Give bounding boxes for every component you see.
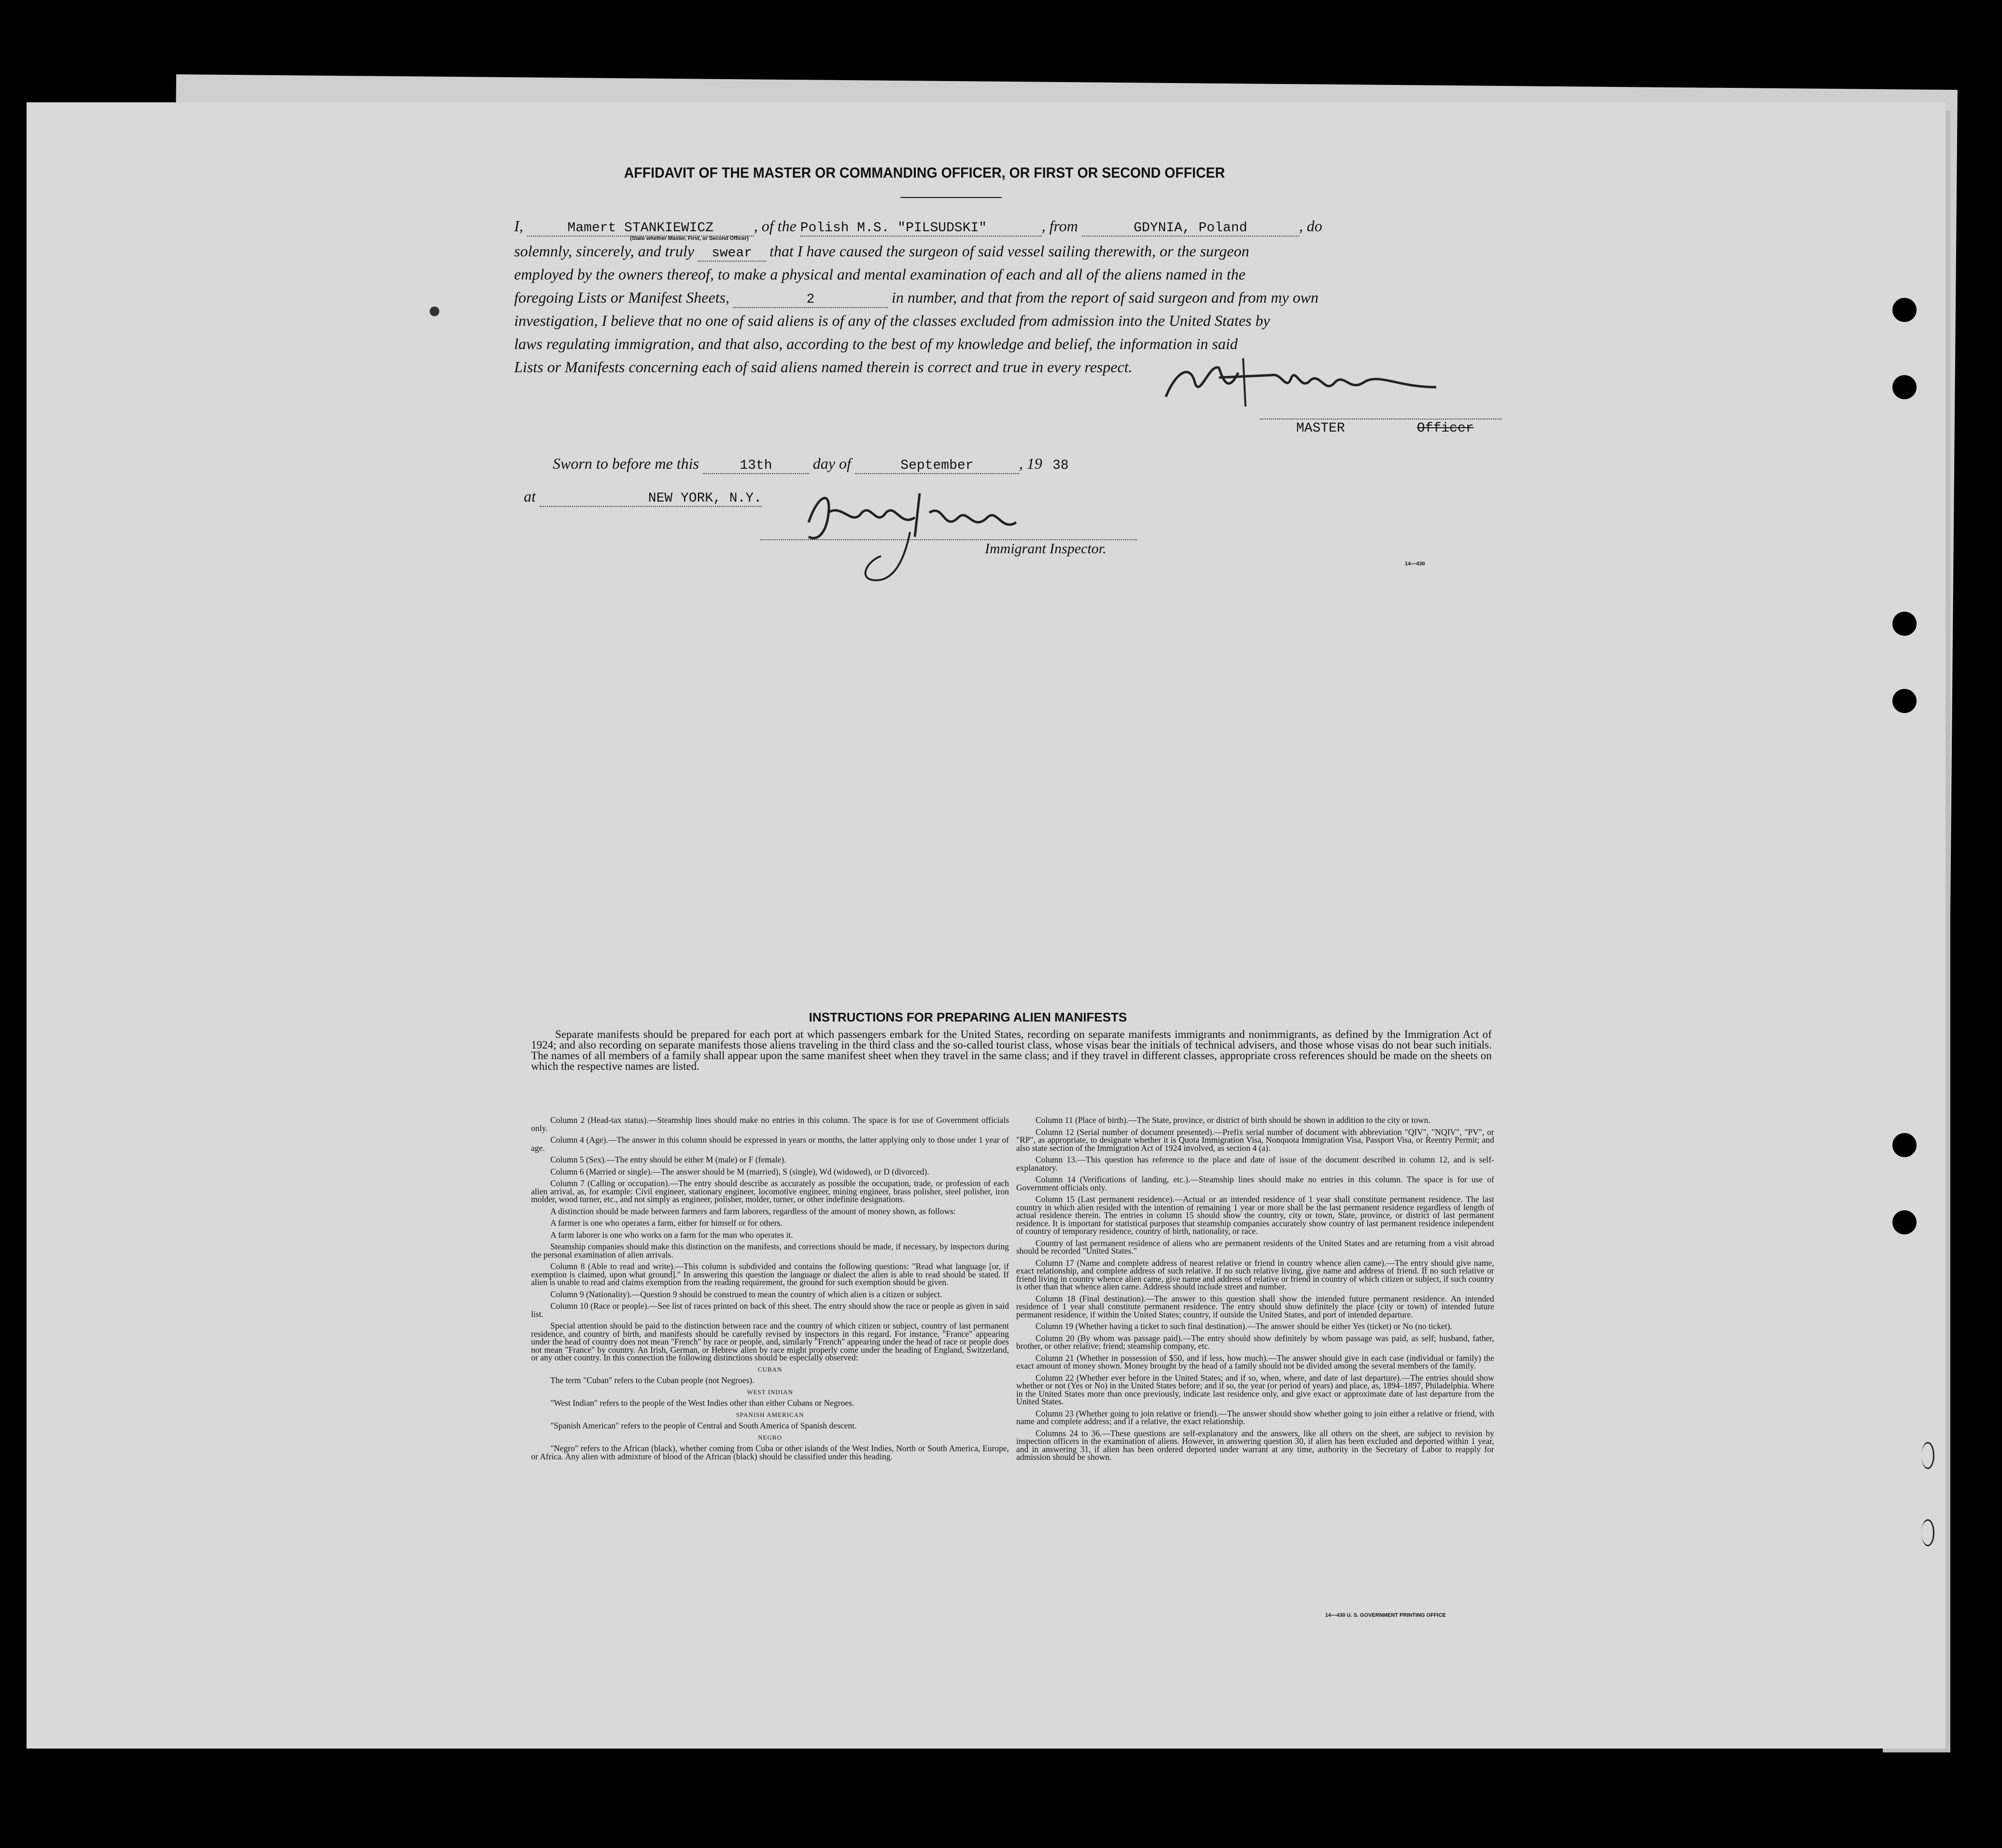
instruction-paragraph: Column 23 (Whether going to join relative or friend).—The answer should show whether going to join either a relative or friend, with name and complete address; and if a relative, the exact relationship. — [1016, 1408, 1494, 1426]
binder-hole — [1892, 689, 1917, 713]
instruction-paragraph: Country of last permanent residence of aliens who are permanent residents of the United States and are returning from a visit abroad should be recorded "United States." — [1016, 1238, 1494, 1256]
sworn-month: September — [855, 458, 1019, 474]
instruction-paragraph: Column 7 (Calling or occupation).—The entry should describe as accurately as possible the occupation, trade, or profession of each alien arrival, as, for example: Civil engineer, stationary engineer, locomotive engineer, mining engineer, brass polisher, steel polisher, iron molder, wood turner, etc., and not simply as engineer, polisher, molder, turner, or other indefinite designations. — [531, 1178, 1009, 1204]
printer-code: 14—430 U. S. GOVERNMENT PRINTING OFFICE — [1325, 1612, 1446, 1618]
affidavit-line-7: Lists or Manifests concerning each of said aliens named therein is correct and true in every respect. — [514, 358, 1133, 376]
affidavit-line-2 — [514, 242, 1249, 262]
document-page — [27, 102, 1946, 1749]
binder-hole — [1921, 1519, 1934, 1546]
inspector-signature-line — [760, 539, 1137, 540]
text: that I have caused the surgeon of said vessel sailing therewith, or the surgeon — [769, 242, 1249, 260]
binder-hole — [1892, 1133, 1917, 1157]
binder-hole — [1921, 1442, 1934, 1469]
instructions-right-column — [1016, 1116, 1494, 1465]
rank-strike: Officer — [1417, 421, 1474, 436]
affidavit-line-5: investigation, I believe that no one of said aliens is of any of the classes excluded from admission into the United States by — [514, 312, 1270, 329]
instruction-paragraph: Column 19 (Whether having a ticket to such final destination).—The answer should be either Yes (ticket) or No (no ticket). — [1036, 1321, 1453, 1331]
binder-hole — [1892, 1210, 1917, 1234]
sworn-day: 13th — [703, 458, 809, 474]
form-code: 14—430 — [1405, 561, 1425, 567]
master-signature-line — [1260, 419, 1501, 420]
text: foregoing Lists or Manifest Sheets, — [514, 289, 729, 306]
text: Sworn to before me this — [553, 455, 699, 472]
instruction-paragraph: A distinction should be made between farmers and farm laborers, regardless of the amount of money shown, as follows: — [550, 1206, 956, 1216]
text: , from — [1041, 217, 1078, 235]
instruction-paragraph: Column 14 (Verifications of landing, etc.).—Steamship lines should make no entries in this column. The space is for use of Government officials only. — [1016, 1175, 1494, 1192]
sworn-line — [553, 455, 1075, 474]
text: solemnly, sincerely, and truly — [514, 242, 694, 260]
text: , do — [1299, 217, 1322, 235]
instruction-paragraph: A farmer is one who operates a farm, either for himself or for others. — [550, 1218, 783, 1228]
instruction-paragraph: Column 12 (Serial number of document presented).—Prefix serial number of document with abbreviation "QIV", "NQIV", "PV", or "RP", as appropriate, to designate whether it is Quota Immigration Visa, Nonquota Immigration Visa, Passport Visa, or Reentry Permit; and also state section of the Immigration Act of 1924 involved, as section 4 (a). — [1016, 1127, 1494, 1153]
race-heading: SPANISH AMERICAN — [736, 1411, 804, 1418]
instruction-paragraph: Column 9 (Nationality).—Question 9 should be construed to mean the country of which alien is a citizen or subject. — [550, 1289, 942, 1299]
instructions-title: INSTRUCTIONS FOR PREPARING ALIEN MANIFESTS — [809, 1010, 1127, 1024]
oath-type: swear — [698, 246, 766, 262]
sworn-place: NEW YORK, N.Y. — [540, 491, 762, 507]
instruction-paragraph: Special attention should be paid to the distinction between race and the country of which citizen or subject, country of last permanent residence, and country of birth, and manifests should be carefully revised by inspectors in this regard. For instance, "France" appearing under the head of country does not mean "French" by race or people, and, similarly "French" appearing under the head of race or people does not mean "France" by country. An Irish, German, or Hebrew alien by race might properly come under the heading of England, Switzerland, or any other country. In this connection the following distinctions should be especially observed: — [531, 1321, 1009, 1362]
affidavit-line-6: laws regulating immigration, and that also, according to the best of my knowledge and belief, the information in said — [514, 335, 1238, 352]
instruction-paragraph: Column 10 (Race or people).—See list of races printed on back of this sheet. The entry should show the race or people as given in said list. — [531, 1301, 1009, 1319]
instruction-paragraph: Column 11 (Place of birth).—The State, province, or district of birth should be shown in addition to the city or town. — [1036, 1115, 1430, 1125]
instruction-paragraph: Columns 24 to 36.—These questions are self-explanatory and the answers, like all others on the sheet, are subject to revision by inspection officers in the examination of aliens. However, in answering question 30, if alien has been excluded and deported within 1 year, and in answering 31, if alien has been ordered deported under warrant at any time, authority in the Secretary of Labor to reapply for admission should be shown. — [1016, 1428, 1494, 1462]
race-heading: CUBAN — [757, 1365, 783, 1373]
text: , of the — [754, 217, 797, 235]
place-line — [524, 488, 762, 507]
binder-hole — [1892, 375, 1917, 399]
instruction-paragraph: Column 8 (Able to read and write).—This column is subdivided and contains the following questions: "Read what language [or, if exemption is claimed, upon what ground]." In answering this question the language or dialect the alien is able to read should be stated. If alien is unable to read and claims exemption from the reading requirement, the ground for such exemption should be given. — [531, 1261, 1009, 1287]
race-heading: NEGRO — [758, 1433, 782, 1441]
binder-hole — [1892, 298, 1917, 322]
master-signature — [1147, 353, 1456, 411]
text: at — [524, 488, 536, 505]
instruction-paragraph: Column 6 (Married or single).—The answer should be M (married), S (single), Wd (widowed), or D (divorced). — [550, 1166, 929, 1176]
master-name: Mamert STANKIEWICZ — [527, 221, 754, 237]
text: I, — [514, 217, 523, 235]
vessel-name: Polish M.S. "PILSUDSKI" — [800, 221, 1042, 237]
instruction-paragraph: Column 22 (Whether ever before in the United States; and if so, when, where, and date of last departure).—The entries should show whether or not (Yes or No) in the United States before; and if so, the year (or period of years) and place, as, 1894–1897, Philadelphia. Where in the United States more than once previously, indicate last residence only, and give exact or approximate date of last departure from the United States. — [1016, 1372, 1494, 1406]
affidavit-title: AFFIDAVIT OF THE MASTER OR COMMANDING OFFICER, OR FIRST OR SECOND OFFICER — [624, 164, 1225, 181]
instructions-intro: Separate manifests should be prepared for each port at which passengers embark for the United States, recording on separate manifests immigrants and nonimmigrants, as defined by the Immigration Act of 1924; and also recording on separate manifests those aliens traveling in the third class and the so-called tourist class, whose visas bear the initials of technical advisers, and those whose visas do not bear such initials. The names of all members of a family shall appear upon the same manifest sheet when they travel in the same class; and if they travel in different classes, appropriate cross references should be made on the sheets on which the respective names are listed. — [531, 1028, 1492, 1072]
instruction-paragraph: Column 20 (By whom was passage paid).—The entry should show definitely by whom passage was paid, as self; husband, father, brother, or other relative; friend; steamship company, etc. — [1016, 1333, 1494, 1351]
affidavit-line-4 — [514, 289, 1318, 308]
instruction-paragraph: Column 21 (Whether in possession of $50, and if less, how much).—The answer should give in each case (individual or family) the exact amount of money shown. Money brought by the head of a family should not be divided among the several members of the family. — [1016, 1353, 1494, 1371]
instruction-paragraph: Column 18 (Final destination).—The answer to this question shall show the intended future permanent residence. An intended residence of 1 year shall constitute permanent residence. The entry should show definitely the place (city or town) of intended future permanent residence, if within the United States; country, if outside the United States, and port of intended departure. — [1016, 1293, 1494, 1319]
name-note: (State whether Master, First, or Second Officer) — [630, 236, 749, 241]
race-heading: WEST INDIAN — [747, 1388, 793, 1396]
sheet-count: 2 — [733, 292, 888, 308]
text: in number, and that from the report of said surgeon and from my own — [891, 289, 1319, 306]
race-definition: The term "Cuban" refers to the Cuban people (not Negroes). — [550, 1375, 755, 1385]
binder-hole — [1892, 612, 1917, 636]
instruction-paragraph: Column 5 (Sex).—The entry should be either M (male) or F (female). — [550, 1155, 786, 1164]
ink-spot — [430, 307, 439, 316]
affidavit-line-1 — [514, 217, 1322, 237]
instruction-paragraph: A farm laborer is one who works on a farm for the man who operates it. — [550, 1230, 793, 1240]
sworn-year: 38 — [1052, 458, 1069, 473]
instruction-paragraph: Column 4 (Age).—The answer in this column should be expressed in years or months, the latter applying only to those under 1 year of age. — [531, 1135, 1009, 1153]
race-definition: "West Indian" refers to the people of the West Indies other than either Cubans or Negroes. — [550, 1398, 854, 1408]
rank-label: MASTER — [1296, 421, 1345, 436]
inspector-title: Immigrant Inspector. — [985, 541, 1106, 557]
race-definition: "Spanish American" refers to the people of Central and South America of Spanish descent. — [550, 1421, 857, 1430]
instruction-paragraph: Steamship companies should make this distinction on the manifests, and corrections should be made, if necessary, by inspectors during the personal examination of alien arrivals. — [531, 1242, 1009, 1260]
text: , 19 — [1019, 455, 1042, 472]
instruction-paragraph: Column 15 (Last permanent residence).—Actual or an intended residence of 1 year shall constitute permanent residence. The last country in which alien resided with the intention of remaining 1 year or more shall be the last permanent residence regardless of length of actual residence therein. The entries in column 15 should show the country, city or town, State, province, or district of last permanent residence. It is important for statistical purposes that steamship companies accurately show country of last permanent residence independent of country of temporary residence, country of birth, nationality, or race. — [1016, 1194, 1494, 1236]
text: day of — [812, 455, 851, 472]
instruction-paragraph: Column 2 (Head-tax status).—Steamship lines should make no entries in this column. The space is for use of Government officials only. — [531, 1115, 1009, 1133]
departure-port: GDYNIA, Poland — [1082, 221, 1299, 237]
instruction-paragraph: Column 17 (Name and complete address of nearest relative or friend in country whence alien came).—The entry should give name, exact relationship, and complete address of such relative. If no such relative living, give name and address of friend. If no such relative or friend living in country whence alien came, give name and address of relative or friend in country of which citizen or subject, if such country is other than that whence alien came. Address should include street and number. — [1016, 1258, 1494, 1291]
instructions-left-column — [531, 1116, 1009, 1464]
race-definition: "Negro" refers to the African (black), whether coming from Cuba or other islands of the West Indies, North or South America, Europe, or Africa. Any alien with admixture of blood of the African (black) should be classified under this heading. — [531, 1443, 1009, 1461]
instruction-paragraph: Column 13.—This question has reference to the place and date of issue of the document described in column 12, and is self-explanatory. — [1016, 1155, 1494, 1173]
affidavit-line-3: employed by the owners thereof, to make a physical and mental examination of each and all of the aliens named in the — [514, 266, 1246, 283]
title-rule — [900, 197, 1002, 198]
